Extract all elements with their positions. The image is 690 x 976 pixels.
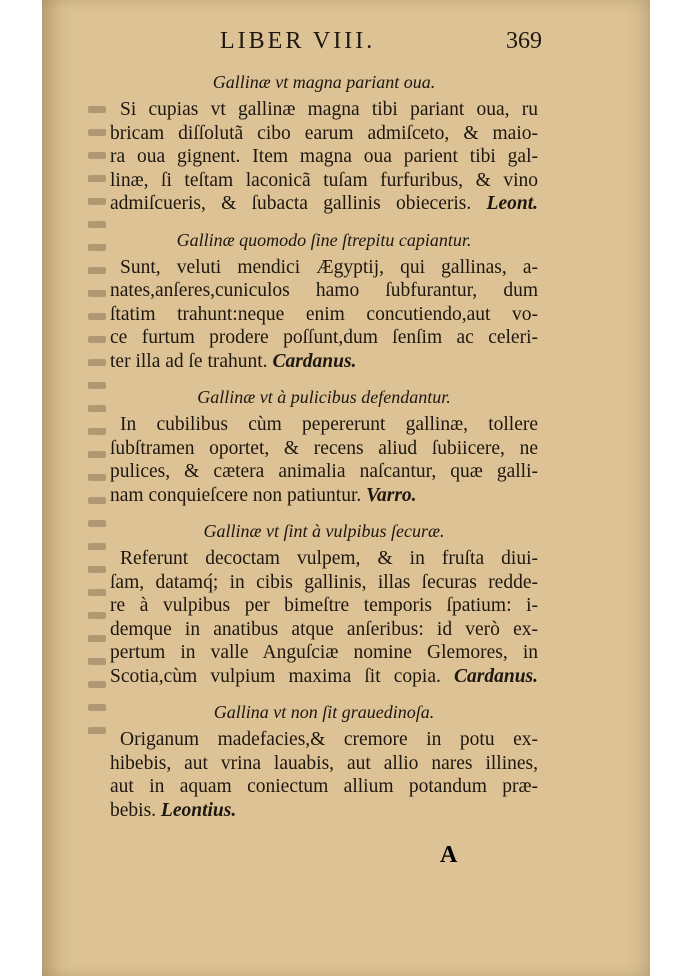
section-heading: Gallinæ quomodo ſine ſtrepitu capiantur.	[176, 229, 472, 250]
text-line: ra oua gignent. Item magna oua parient tibi gal-	[110, 146, 538, 167]
section-catarrh	[110, 700, 538, 822]
text-line: linæ, ſi teſtam laconicã tuſam furfuribus, & vino	[110, 169, 538, 191]
text-line: nates,anſeres,cuniculos hamo ſubfurantur, dum	[110, 280, 538, 301]
source-citation: Leontius.	[160, 799, 237, 821]
running-title: LIBER VIII.	[220, 28, 376, 54]
text-fragment: admiſcueris, & ſubacta gallinis obieceris.	[110, 193, 472, 214]
text-fragment: Scotia,cùm vulpium maxima ſit copia.	[110, 665, 441, 687]
text-line: hibebis, aut vrina lauabis, aut allio nares illines,	[110, 752, 538, 774]
text-line: Sunt, veluti mendici Ægyptij, qui gallinas, a-	[120, 256, 538, 278]
page-number: 369	[506, 28, 542, 54]
text-line: aut in aquam coniectum allium potandum præ-	[110, 776, 538, 797]
section-heading: Gallina vt non ſit grauedinoſa.	[213, 702, 435, 722]
text-line: pertum in valle Anguſciæ nomine Glemores, in	[110, 642, 538, 663]
text-fragment: bebis.	[110, 799, 157, 821]
section-fleas	[110, 385, 538, 507]
signature-mark: A	[440, 842, 458, 868]
source-citation: Cardanus.	[272, 350, 357, 372]
source-citation: Cardanus.	[454, 665, 538, 687]
text-line-with-source	[110, 665, 538, 689]
section-foxes	[110, 519, 538, 688]
page-content	[110, 28, 542, 822]
section-heading: Gallinæ vt magna pariant oua.	[212, 72, 436, 92]
text-fragment: nam conquieſcere non patiuntur.	[110, 484, 362, 506]
page-header	[110, 28, 542, 62]
text-line: demque in anatibus atque anſeribus: id verò ex-	[110, 618, 538, 640]
text-line: re à vulpibus per bimeſtre temporis ſpatium: i-	[110, 595, 538, 616]
text-line: ſtatim trahunt:neque enim concutiendo,aut vo-	[110, 303, 538, 325]
section-silent-capture	[110, 228, 538, 374]
section-heading: Gallinæ vt à pulicibus defendantur.	[197, 387, 451, 407]
facing-page-bleed	[86, 90, 108, 890]
text-line: Referunt decoctam vulpem, & in fruſta diui-	[120, 548, 538, 569]
text-line-with-source	[110, 350, 538, 374]
text-line: pulices, & cætera animalia naſcantur, quæ galli-	[110, 461, 538, 482]
text-line: In cubilibus cùm pepererunt gallinæ, tollere	[120, 414, 538, 435]
source-citation: Varro.	[366, 484, 417, 506]
text-line: bricam diſſolutã cibo earum admiſceto, & maio-	[110, 122, 538, 144]
text-line-with-source	[110, 484, 538, 508]
text-line: ce furtum prodere poſſunt,dum ſenſim ac celeri-	[110, 327, 538, 348]
text-line: ſam, datamq́; in cibis gallinis, illas ſecuras redde-	[110, 571, 538, 593]
section-heading: Gallinæ vt ſint à vulpibus ſecuræ.	[203, 521, 445, 541]
text-line: ſubſtramen oportet, & recens aliud ſubiicere, ne	[110, 437, 538, 459]
section-large-eggs	[110, 70, 538, 216]
text-line-with-source	[110, 192, 538, 216]
text-fragment: ter illa ad ſe trahunt.	[110, 350, 268, 372]
text-line: Si cupias vt gallinæ magna tibi pariant oua, ru	[120, 99, 538, 120]
text-line-with-source	[110, 799, 538, 823]
text-line: Origanum madefacies,& cremore in potu ex-	[120, 729, 538, 750]
source-citation: Leont.	[486, 193, 539, 214]
